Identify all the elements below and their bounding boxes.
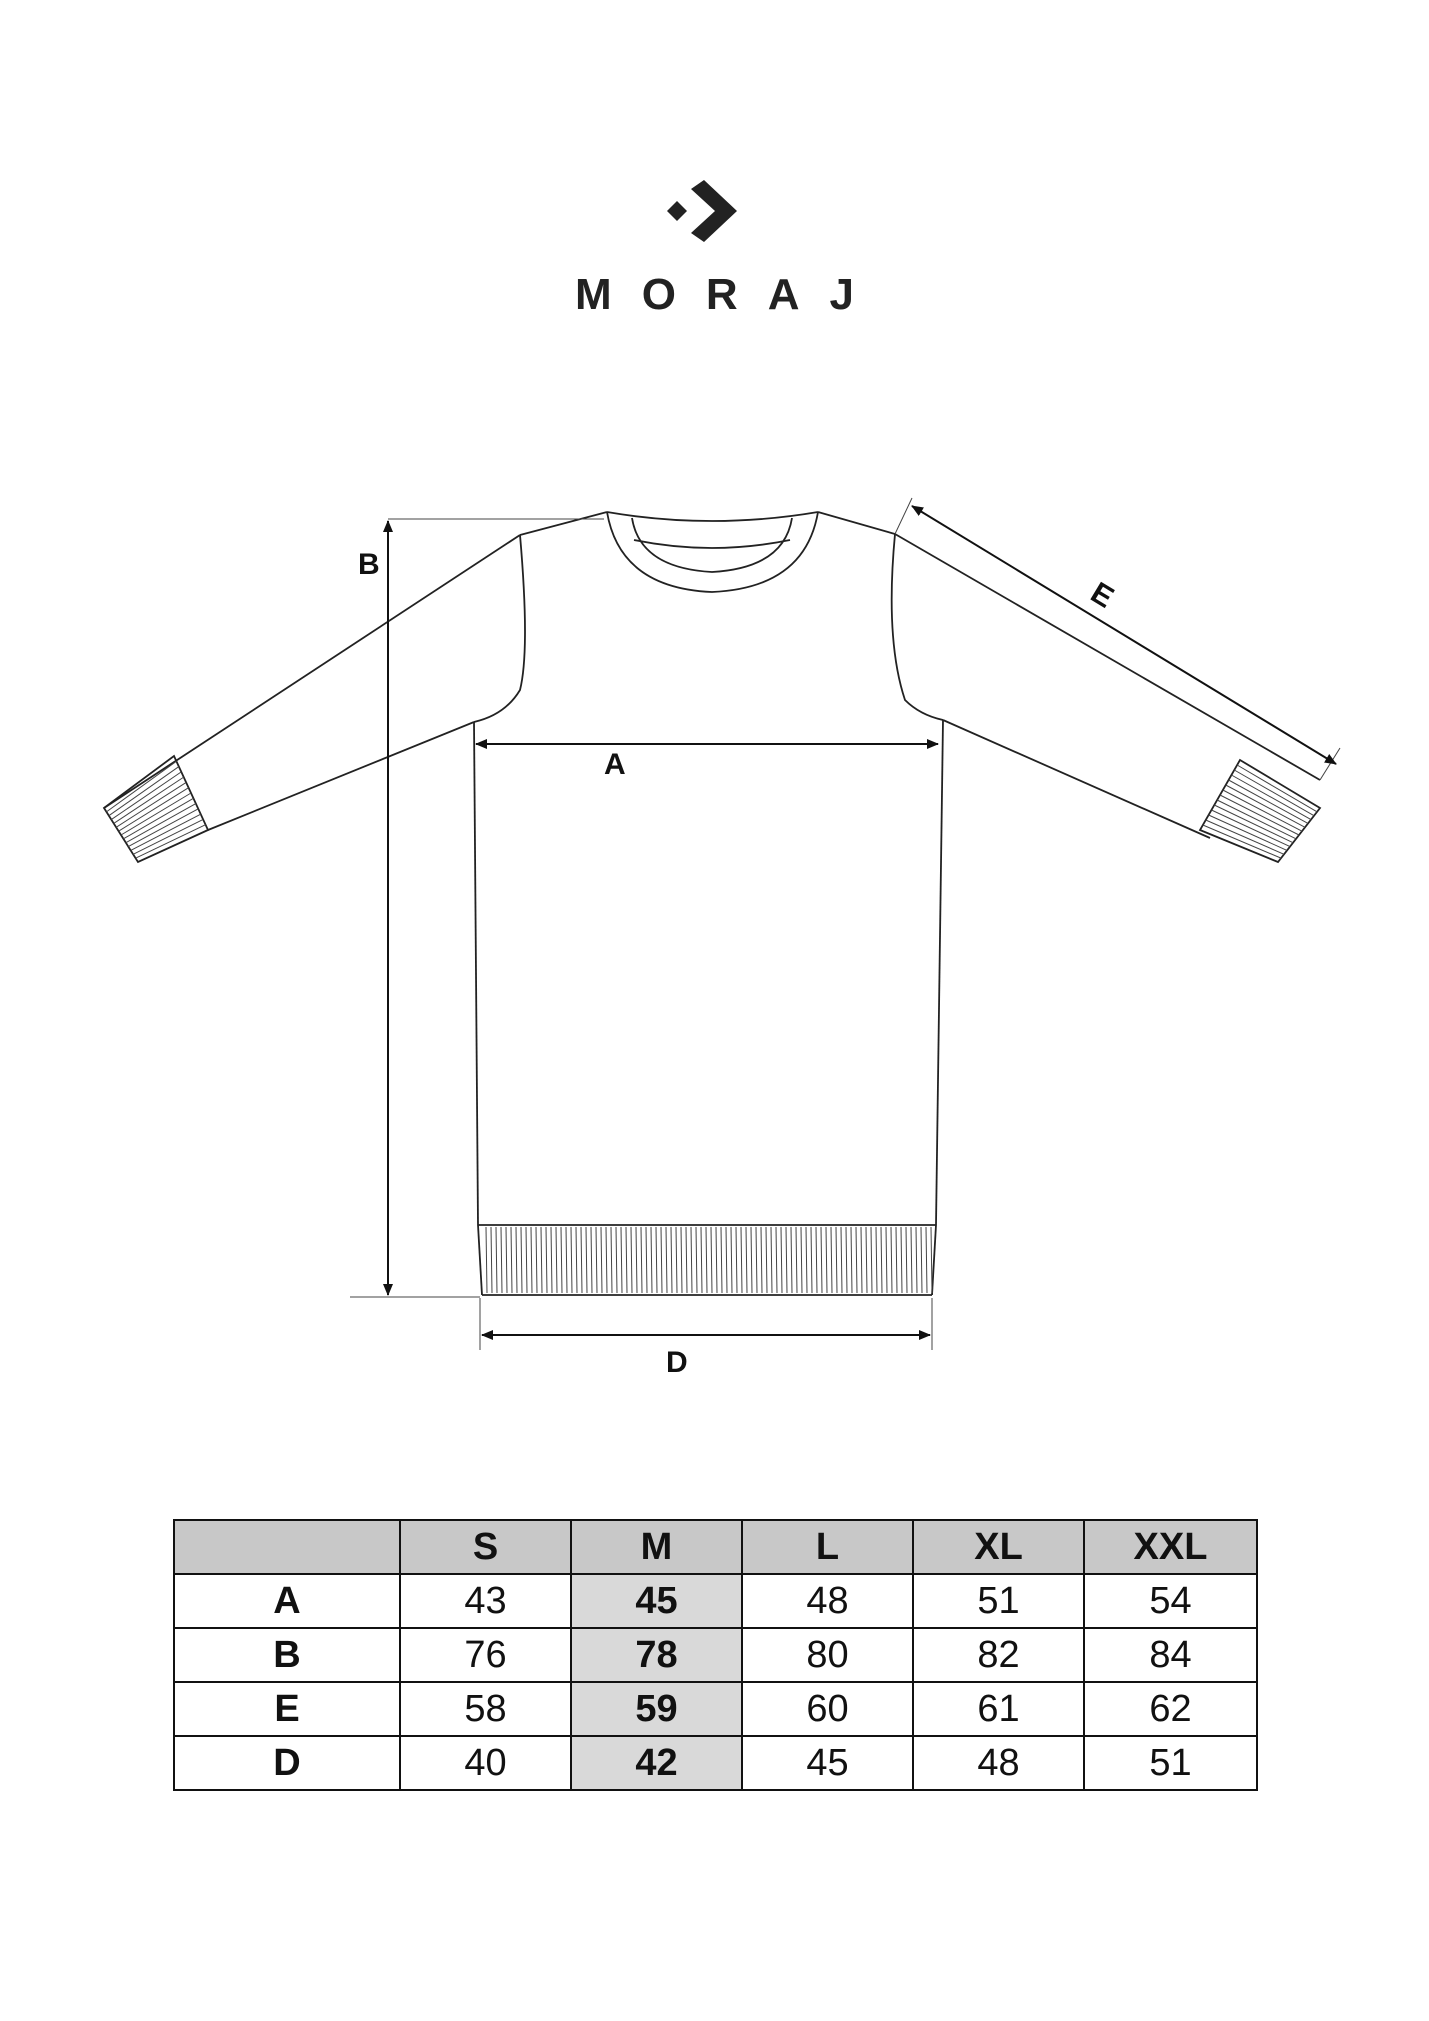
rib-line (706, 1227, 707, 1293)
rib-line (571, 1227, 572, 1293)
rib-line (661, 1227, 662, 1293)
rib-line (801, 1227, 802, 1293)
table-row (174, 1736, 1257, 1790)
rib-line (109, 767, 179, 816)
rib-line (836, 1227, 837, 1293)
size-header-xl: XL (913, 1520, 1084, 1574)
table-cell: 48 (742, 1574, 913, 1628)
rib-line (1211, 810, 1290, 847)
table-cell: 82 (913, 1628, 1084, 1682)
size-table-header-row (174, 1520, 1257, 1574)
rib-line (831, 1227, 832, 1293)
rib-line (746, 1227, 747, 1293)
table-cell-highlighted: 59 (571, 1682, 742, 1736)
rib-line (496, 1227, 497, 1293)
rib-line (601, 1227, 602, 1293)
table-cell: 61 (913, 1682, 1084, 1736)
rib-line (511, 1227, 512, 1293)
rib-line (611, 1227, 612, 1293)
rib-line (781, 1227, 782, 1293)
rib-line (916, 1227, 917, 1293)
right-cuff (1200, 760, 1320, 862)
rib-line (491, 1227, 492, 1293)
table-row (174, 1574, 1257, 1628)
size-header-s: S (400, 1520, 571, 1574)
left-cuff (104, 756, 208, 862)
rib-line (726, 1227, 727, 1293)
rib-line (521, 1227, 522, 1293)
rib-line (561, 1227, 562, 1293)
rib-line (646, 1227, 647, 1293)
rib-line (741, 1227, 742, 1293)
rib-line (691, 1227, 692, 1293)
rib-line (606, 1227, 607, 1293)
rib-line (656, 1227, 657, 1293)
rib-line (1234, 770, 1314, 816)
rib-line (806, 1227, 807, 1293)
rib-line (671, 1227, 672, 1293)
table-cell: 45 (742, 1736, 913, 1790)
rib-line (701, 1227, 702, 1293)
size-table (173, 1519, 1258, 1791)
rib-line (771, 1227, 772, 1293)
rib-line (761, 1227, 762, 1293)
rib-line (641, 1227, 642, 1293)
right-cuff-ribbing (1203, 765, 1317, 858)
table-cell: 40 (400, 1736, 571, 1790)
table-cell: 60 (742, 1682, 913, 1736)
table-cell: 51 (913, 1574, 1084, 1628)
dimension-e-arrow (912, 506, 1336, 764)
rib-line (106, 761, 176, 812)
rib-line (811, 1227, 812, 1293)
rib-line (616, 1227, 617, 1293)
rib-line (581, 1227, 582, 1293)
rib-line (551, 1227, 552, 1293)
rib-line (856, 1227, 857, 1293)
rib-line (756, 1227, 757, 1293)
rib-line (486, 1227, 487, 1293)
rib-line (716, 1227, 717, 1293)
rib-line (536, 1227, 537, 1293)
rib-line (841, 1227, 842, 1293)
rib-line (896, 1227, 897, 1293)
table-row (174, 1682, 1257, 1736)
rib-line (1220, 795, 1299, 835)
rib-line (531, 1227, 532, 1293)
dimension-b-label: B (358, 548, 380, 581)
rib-line (526, 1227, 527, 1293)
dimension-e-top-guide (895, 498, 912, 534)
table-cell-highlighted: 78 (571, 1628, 742, 1682)
rib-line (816, 1227, 817, 1293)
rib-line (681, 1227, 682, 1293)
size-header-l: L (742, 1520, 913, 1574)
rib-line (711, 1227, 712, 1293)
size-table-corner-cell (174, 1520, 400, 1574)
rib-line (636, 1227, 637, 1293)
size-header-xxl: XXL (1084, 1520, 1257, 1574)
rib-line (731, 1227, 732, 1293)
rib-line (541, 1227, 542, 1293)
rib-line (1214, 805, 1293, 843)
rib-line (651, 1227, 652, 1293)
rib-line (826, 1227, 827, 1293)
rib-line (751, 1227, 752, 1293)
row-label: D (174, 1736, 400, 1790)
dimension-e-bottom-guide (1320, 748, 1340, 780)
rib-line (866, 1227, 867, 1293)
size-header-m: M (571, 1520, 742, 1574)
dimension-a-label: A (604, 748, 626, 781)
table-cell-highlighted: 45 (571, 1574, 742, 1628)
rib-line (119, 788, 189, 831)
rib-line (586, 1227, 587, 1293)
rib-line (906, 1227, 907, 1293)
brand-name: MORAJ (575, 270, 884, 319)
rib-line (791, 1227, 792, 1293)
rib-line (676, 1227, 677, 1293)
table-cell: 58 (400, 1682, 571, 1736)
left-cuff-ribbing (106, 761, 205, 858)
rib-line (871, 1227, 872, 1293)
rib-line (631, 1227, 632, 1293)
rib-line (851, 1227, 852, 1293)
rib-line (501, 1227, 502, 1293)
sweater-outline (104, 512, 1320, 1295)
rib-line (881, 1227, 882, 1293)
table-cell: 84 (1084, 1628, 1257, 1682)
rib-line (596, 1227, 597, 1293)
rib-line (931, 1227, 932, 1293)
rib-line (926, 1227, 927, 1293)
rib-line (1217, 800, 1296, 839)
rib-line (1229, 780, 1308, 823)
rib-line (621, 1227, 622, 1293)
rib-line (556, 1227, 557, 1293)
table-cell: 62 (1084, 1682, 1257, 1736)
row-label: B (174, 1628, 400, 1682)
rib-line (666, 1227, 667, 1293)
row-label: A (174, 1574, 400, 1628)
rib-line (721, 1227, 722, 1293)
rib-line (126, 804, 196, 843)
row-label: E (174, 1682, 400, 1736)
rib-line (626, 1227, 627, 1293)
rib-line (686, 1227, 687, 1293)
hem-ribbing (486, 1227, 932, 1293)
dimension-d-label: D (666, 1346, 688, 1379)
table-cell: 43 (400, 1574, 571, 1628)
rib-line (516, 1227, 517, 1293)
rib-line (786, 1227, 787, 1293)
rib-line (846, 1227, 847, 1293)
table-cell: 54 (1084, 1574, 1257, 1628)
rib-line (911, 1227, 912, 1293)
rib-line (776, 1227, 777, 1293)
rib-line (886, 1227, 887, 1293)
rib-line (566, 1227, 567, 1293)
table-cell: 76 (400, 1628, 571, 1682)
rib-line (821, 1227, 822, 1293)
rib-line (766, 1227, 767, 1293)
rib-line (506, 1227, 507, 1293)
table-row (174, 1628, 1257, 1682)
table-cell-highlighted: 42 (571, 1736, 742, 1790)
rib-line (796, 1227, 797, 1293)
rib-line (576, 1227, 577, 1293)
rib-line (736, 1227, 737, 1293)
table-cell: 48 (913, 1736, 1084, 1790)
table-cell: 51 (1084, 1736, 1257, 1790)
rib-line (546, 1227, 547, 1293)
rib-line (591, 1227, 592, 1293)
rib-line (901, 1227, 902, 1293)
rib-line (696, 1227, 697, 1293)
rib-line (128, 809, 198, 847)
rib-line (876, 1227, 877, 1293)
rib-line (861, 1227, 862, 1293)
dimension-e-label: E (1084, 576, 1120, 615)
table-cell: 80 (742, 1628, 913, 1682)
rib-line (921, 1227, 922, 1293)
rib-line (891, 1227, 892, 1293)
